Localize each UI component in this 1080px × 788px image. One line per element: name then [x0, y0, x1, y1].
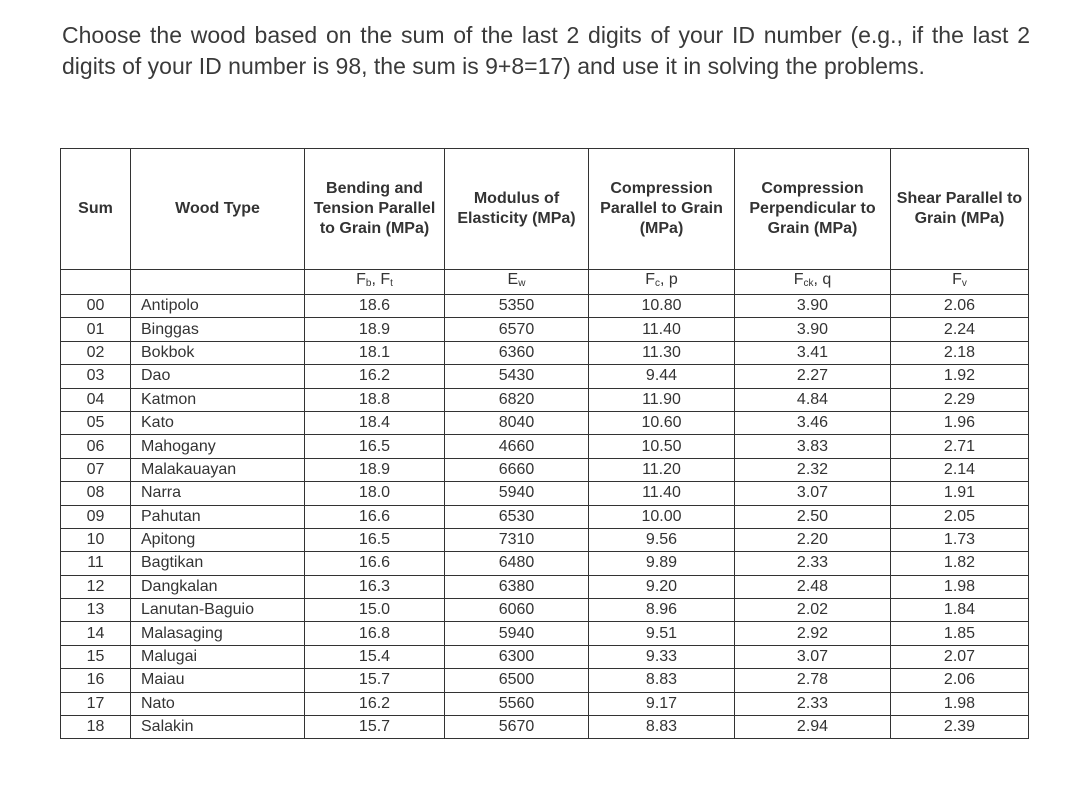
cell-modulus: 6060 [445, 599, 589, 622]
cell-modulus: 6500 [445, 669, 589, 692]
cell-bending: 16.6 [305, 505, 445, 528]
cell-shear: 2.06 [891, 295, 1029, 318]
cell-modulus: 6380 [445, 575, 589, 598]
cell-wood-type: Kato [131, 411, 305, 434]
cell-wood-type: Nato [131, 692, 305, 715]
table-row [61, 365, 1029, 388]
cell-sum: 14 [61, 622, 131, 645]
symbol-bending: $F_b$, $F_t$ [305, 270, 445, 295]
cell-shear: 2.14 [891, 458, 1029, 481]
cell-compression-parallel: 11.40 [589, 482, 735, 505]
cell-bending: 18.9 [305, 318, 445, 341]
cell-sum: 12 [61, 575, 131, 598]
cell-compression-parallel: 9.33 [589, 645, 735, 668]
cell-bending: 15.0 [305, 599, 445, 622]
table-row [61, 645, 1029, 668]
wood-properties-table [60, 148, 1029, 739]
cell-wood-type: Dangkalan [131, 575, 305, 598]
symbol-sum [61, 270, 131, 295]
header-sum: Sum [61, 149, 131, 270]
cell-sum: 11 [61, 552, 131, 575]
symbol-shear: $F_v$ [891, 270, 1029, 295]
cell-wood-type: Bagtikan [131, 552, 305, 575]
symbol-modulus: $E_w$ [445, 270, 589, 295]
cell-wood-type: Malugai [131, 645, 305, 668]
cell-shear: 2.07 [891, 645, 1029, 668]
table-row [61, 716, 1029, 739]
cell-compression-perpendicular: 3.07 [735, 482, 891, 505]
cell-compression-perpendicular: 3.90 [735, 295, 891, 318]
table-row [61, 528, 1029, 551]
cell-wood-type: Malakauayan [131, 458, 305, 481]
cell-modulus: 6660 [445, 458, 589, 481]
cell-compression-parallel: 9.20 [589, 575, 735, 598]
cell-compression-parallel: 10.60 [589, 411, 735, 434]
cell-bending: 18.0 [305, 482, 445, 505]
cell-shear: 2.39 [891, 716, 1029, 739]
table-row [61, 411, 1029, 434]
cell-modulus: 5940 [445, 622, 589, 645]
cell-sum: 01 [61, 318, 131, 341]
cell-bending: 15.7 [305, 716, 445, 739]
cell-compression-parallel: 9.17 [589, 692, 735, 715]
table-row [61, 458, 1029, 481]
cell-sum: 15 [61, 645, 131, 668]
table-row [61, 692, 1029, 715]
cell-sum: 00 [61, 295, 131, 318]
cell-bending: 16.2 [305, 365, 445, 388]
cell-shear: 1.92 [891, 365, 1029, 388]
cell-compression-parallel: 9.44 [589, 365, 735, 388]
cell-modulus: 8040 [445, 411, 589, 434]
cell-bending: 18.1 [305, 341, 445, 364]
cell-sum: 06 [61, 435, 131, 458]
cell-wood-type: Bokbok [131, 341, 305, 364]
header-modulus: Modulus of Elasticity (MPa) [445, 149, 589, 270]
symbol-wood [131, 270, 305, 295]
cell-compression-perpendicular: 2.20 [735, 528, 891, 551]
cell-sum: 05 [61, 411, 131, 434]
cell-shear: 1.98 [891, 575, 1029, 598]
cell-compression-parallel: 11.30 [589, 341, 735, 364]
cell-wood-type: Narra [131, 482, 305, 505]
table-row [61, 295, 1029, 318]
cell-modulus: 6530 [445, 505, 589, 528]
cell-bending: 18.6 [305, 295, 445, 318]
cell-compression-parallel: 9.51 [589, 622, 735, 645]
cell-compression-perpendicular: 4.84 [735, 388, 891, 411]
symbol-compression-parallel: $F_c$, p [589, 270, 735, 295]
cell-compression-perpendicular: 2.32 [735, 458, 891, 481]
symbol-compression-perpendicular: $F_{ck}$, q [735, 270, 891, 295]
table-row [61, 552, 1029, 575]
cell-modulus: 4660 [445, 435, 589, 458]
cell-compression-parallel: 9.56 [589, 528, 735, 551]
table-row [61, 505, 1029, 528]
cell-bending: 15.4 [305, 645, 445, 668]
cell-compression-perpendicular: 2.92 [735, 622, 891, 645]
cell-bending: 15.7 [305, 669, 445, 692]
cell-bending: 18.9 [305, 458, 445, 481]
cell-wood-type: Apitong [131, 528, 305, 551]
cell-sum: 04 [61, 388, 131, 411]
cell-modulus: 5940 [445, 482, 589, 505]
cell-shear: 2.24 [891, 318, 1029, 341]
cell-compression-perpendicular: 2.50 [735, 505, 891, 528]
cell-shear: 1.96 [891, 411, 1029, 434]
cell-modulus: 5670 [445, 716, 589, 739]
cell-sum: 03 [61, 365, 131, 388]
cell-modulus: 5430 [445, 365, 589, 388]
cell-shear: 1.91 [891, 482, 1029, 505]
cell-compression-parallel: 11.40 [589, 318, 735, 341]
cell-compression-parallel: 10.80 [589, 295, 735, 318]
cell-compression-perpendicular: 3.83 [735, 435, 891, 458]
cell-compression-perpendicular: 2.33 [735, 552, 891, 575]
table-row [61, 388, 1029, 411]
table-row [61, 575, 1029, 598]
table-row [61, 599, 1029, 622]
cell-shear: 1.84 [891, 599, 1029, 622]
cell-bending: 18.4 [305, 411, 445, 434]
cell-wood-type: Katmon [131, 388, 305, 411]
cell-sum: 07 [61, 458, 131, 481]
table-row [61, 435, 1029, 458]
table-row [61, 622, 1029, 645]
cell-bending: 18.8 [305, 388, 445, 411]
cell-compression-perpendicular: 2.27 [735, 365, 891, 388]
cell-sum: 17 [61, 692, 131, 715]
cell-compression-parallel: 11.90 [589, 388, 735, 411]
table-row [61, 341, 1029, 364]
cell-wood-type: Malasaging [131, 622, 305, 645]
cell-modulus: 6480 [445, 552, 589, 575]
cell-wood-type: Pahutan [131, 505, 305, 528]
cell-compression-perpendicular: 2.48 [735, 575, 891, 598]
cell-wood-type: Dao [131, 365, 305, 388]
symbol-row [61, 270, 1029, 295]
cell-compression-perpendicular: 2.94 [735, 716, 891, 739]
table-row [61, 669, 1029, 692]
cell-sum: 02 [61, 341, 131, 364]
cell-bending: 16.5 [305, 435, 445, 458]
cell-compression-perpendicular: 3.90 [735, 318, 891, 341]
cell-shear: 2.71 [891, 435, 1029, 458]
header-compression-parallel: Compression Parallel to Grain (MPa) [589, 149, 735, 270]
cell-compression-parallel: 10.00 [589, 505, 735, 528]
cell-modulus: 6300 [445, 645, 589, 668]
cell-wood-type: Maiau [131, 669, 305, 692]
cell-shear: 1.98 [891, 692, 1029, 715]
cell-compression-perpendicular: 2.78 [735, 669, 891, 692]
cell-shear: 2.29 [891, 388, 1029, 411]
cell-shear: 2.06 [891, 669, 1029, 692]
instructions-paragraph: Choose the wood based on the sum of the last 2 digits of your ID number (e.g., if the last 2 digits of your ID number is 98, the sum is 9+8=17) and use it in solving the problems. [62, 22, 1030, 79]
cell-sum: 16 [61, 669, 131, 692]
cell-wood-type: Antipolo [131, 295, 305, 318]
cell-shear: 1.73 [891, 528, 1029, 551]
cell-wood-type: Mahogany [131, 435, 305, 458]
cell-compression-parallel: 8.96 [589, 599, 735, 622]
cell-compression-perpendicular: 2.33 [735, 692, 891, 715]
cell-compression-perpendicular: 3.46 [735, 411, 891, 434]
cell-bending: 16.2 [305, 692, 445, 715]
cell-bending: 16.3 [305, 575, 445, 598]
header-compression-perpendicular: Compression Perpendicular to Grain (MPa) [735, 149, 891, 270]
cell-sum: 13 [61, 599, 131, 622]
cell-bending: 16.5 [305, 528, 445, 551]
cell-shear: 1.82 [891, 552, 1029, 575]
cell-compression-parallel: 9.89 [589, 552, 735, 575]
cell-sum: 08 [61, 482, 131, 505]
cell-compression-perpendicular: 2.02 [735, 599, 891, 622]
cell-modulus: 6360 [445, 341, 589, 364]
cell-compression-perpendicular: 3.07 [735, 645, 891, 668]
cell-wood-type: Binggas [131, 318, 305, 341]
table-row [61, 318, 1029, 341]
table-row [61, 482, 1029, 505]
cell-shear: 2.05 [891, 505, 1029, 528]
cell-compression-parallel: 8.83 [589, 669, 735, 692]
cell-bending: 16.8 [305, 622, 445, 645]
header-row [61, 149, 1029, 270]
cell-sum: 09 [61, 505, 131, 528]
cell-compression-parallel: 10.50 [589, 435, 735, 458]
cell-modulus: 6570 [445, 318, 589, 341]
header-bending: Bending and Tension Parallel to Grain (MPa) [305, 149, 445, 270]
header-shear: Shear Parallel to Grain (MPa) [891, 149, 1029, 270]
cell-bending: 16.6 [305, 552, 445, 575]
cell-modulus: 5560 [445, 692, 589, 715]
cell-modulus: 5350 [445, 295, 589, 318]
cell-compression-parallel: 8.83 [589, 716, 735, 739]
cell-wood-type: Salakin [131, 716, 305, 739]
cell-shear: 1.85 [891, 622, 1029, 645]
cell-wood-type: Lanutan-Baguio [131, 599, 305, 622]
cell-modulus: 7310 [445, 528, 589, 551]
cell-shear: 2.18 [891, 341, 1029, 364]
cell-modulus: 6820 [445, 388, 589, 411]
cell-sum: 10 [61, 528, 131, 551]
cell-sum: 18 [61, 716, 131, 739]
cell-compression-parallel: 11.20 [589, 458, 735, 481]
header-wood-type: Wood Type [131, 149, 305, 270]
cell-compression-perpendicular: 3.41 [735, 341, 891, 364]
